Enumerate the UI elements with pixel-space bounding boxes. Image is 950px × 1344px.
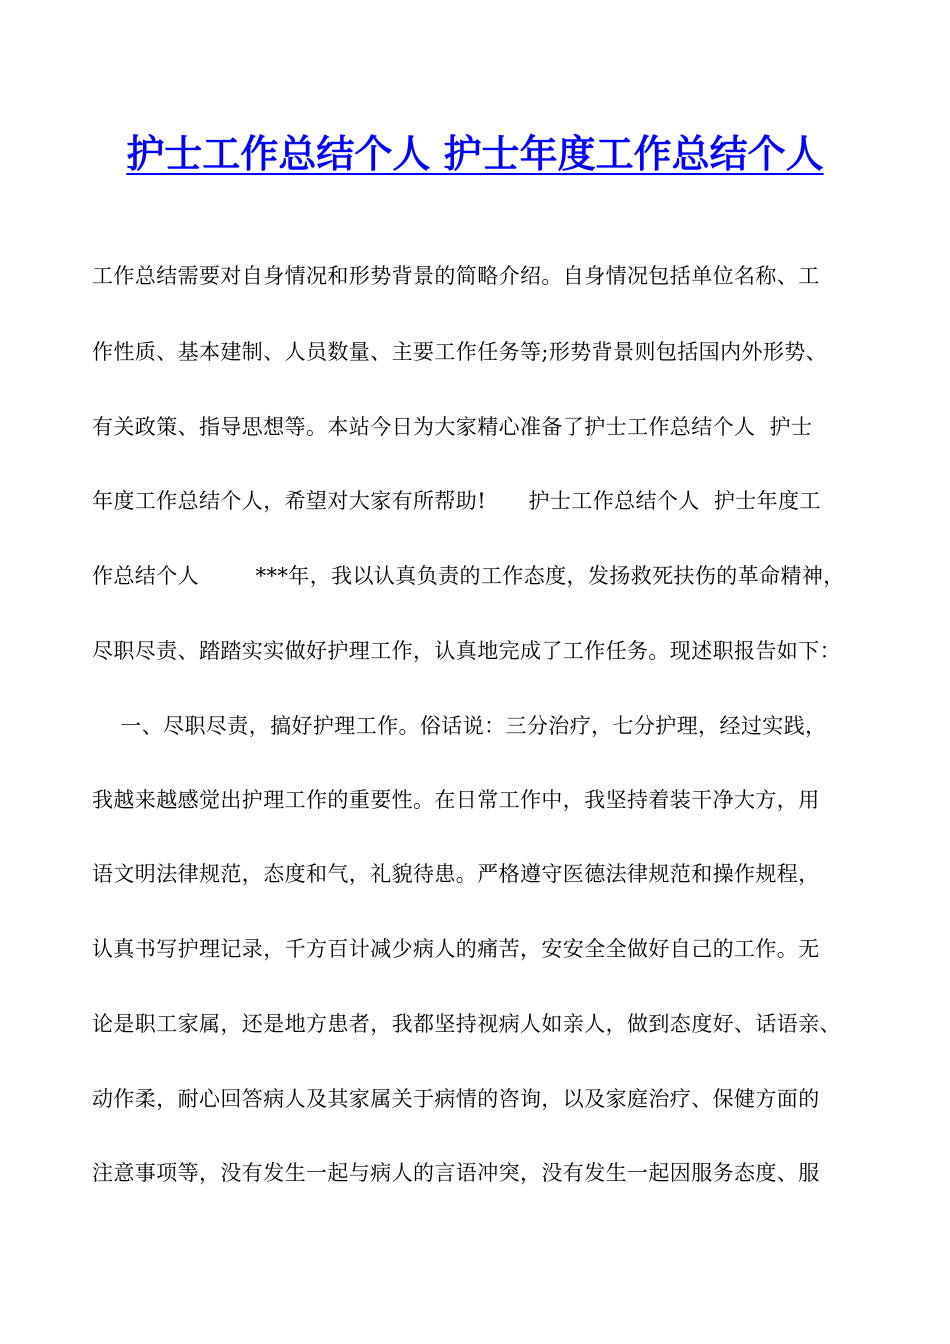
- body-line: 注意事项等，没有发生一起与病人的言语冲突，没有发生一起因服务态度、服: [92, 1161, 820, 1185]
- body-line: 论是职工家属，还是地方患者，我都坚持视病人如亲人，做到态度好、话语亲、: [92, 1012, 841, 1036]
- body-line: 动作柔，耐心回答病人及其家属关于病情的咨询，以及家庭治疗、保健方面的: [92, 1087, 820, 1111]
- body-line: 认真书写护理记录，千方百计减少病人的痛苦，安安全全做好自己的工作。无: [92, 937, 820, 961]
- body-line: 作总结个人 ***年，我以认真负责的工作态度，发扬救死扶伤的革命精神，: [92, 564, 845, 588]
- body-line: 作性质、基本建制、人员数量、主要工作任务等;形势背景则包括国内外形势、: [92, 340, 828, 364]
- title-link[interactable]: 护士工作总结个人 护士年度工作总结个人: [126, 131, 824, 176]
- body-line: 我越来越感觉出护理工作的重要性。在日常工作中，我坚持着装干净大方，用: [92, 788, 820, 812]
- body-line: 尽职尽责、踏踏实实做好护理工作，认真地完成了工作任务。现述职报告如下：: [92, 639, 841, 663]
- body-line: 语文明法律规范，态度和气，礼貌待患。严格遵守医德法律规范和操作规程，: [92, 862, 820, 886]
- body-line: 一、尽职尽责，搞好护理工作。俗话说：三分治疗，七分护理，经过实践，: [92, 714, 827, 738]
- body-line: 有关政策、指导思想等。本站今日为大家精心准备了护士工作总结个人 护士: [92, 415, 813, 439]
- body-line: 年度工作总结个人，希望对大家有所帮助! 护士工作总结个人 护士年度工: [92, 489, 821, 513]
- body-line: 工作总结需要对自身情况和形势背景的简略介绍。自身情况包括单位名称、工: [92, 264, 820, 288]
- page-title: [0, 128, 950, 180]
